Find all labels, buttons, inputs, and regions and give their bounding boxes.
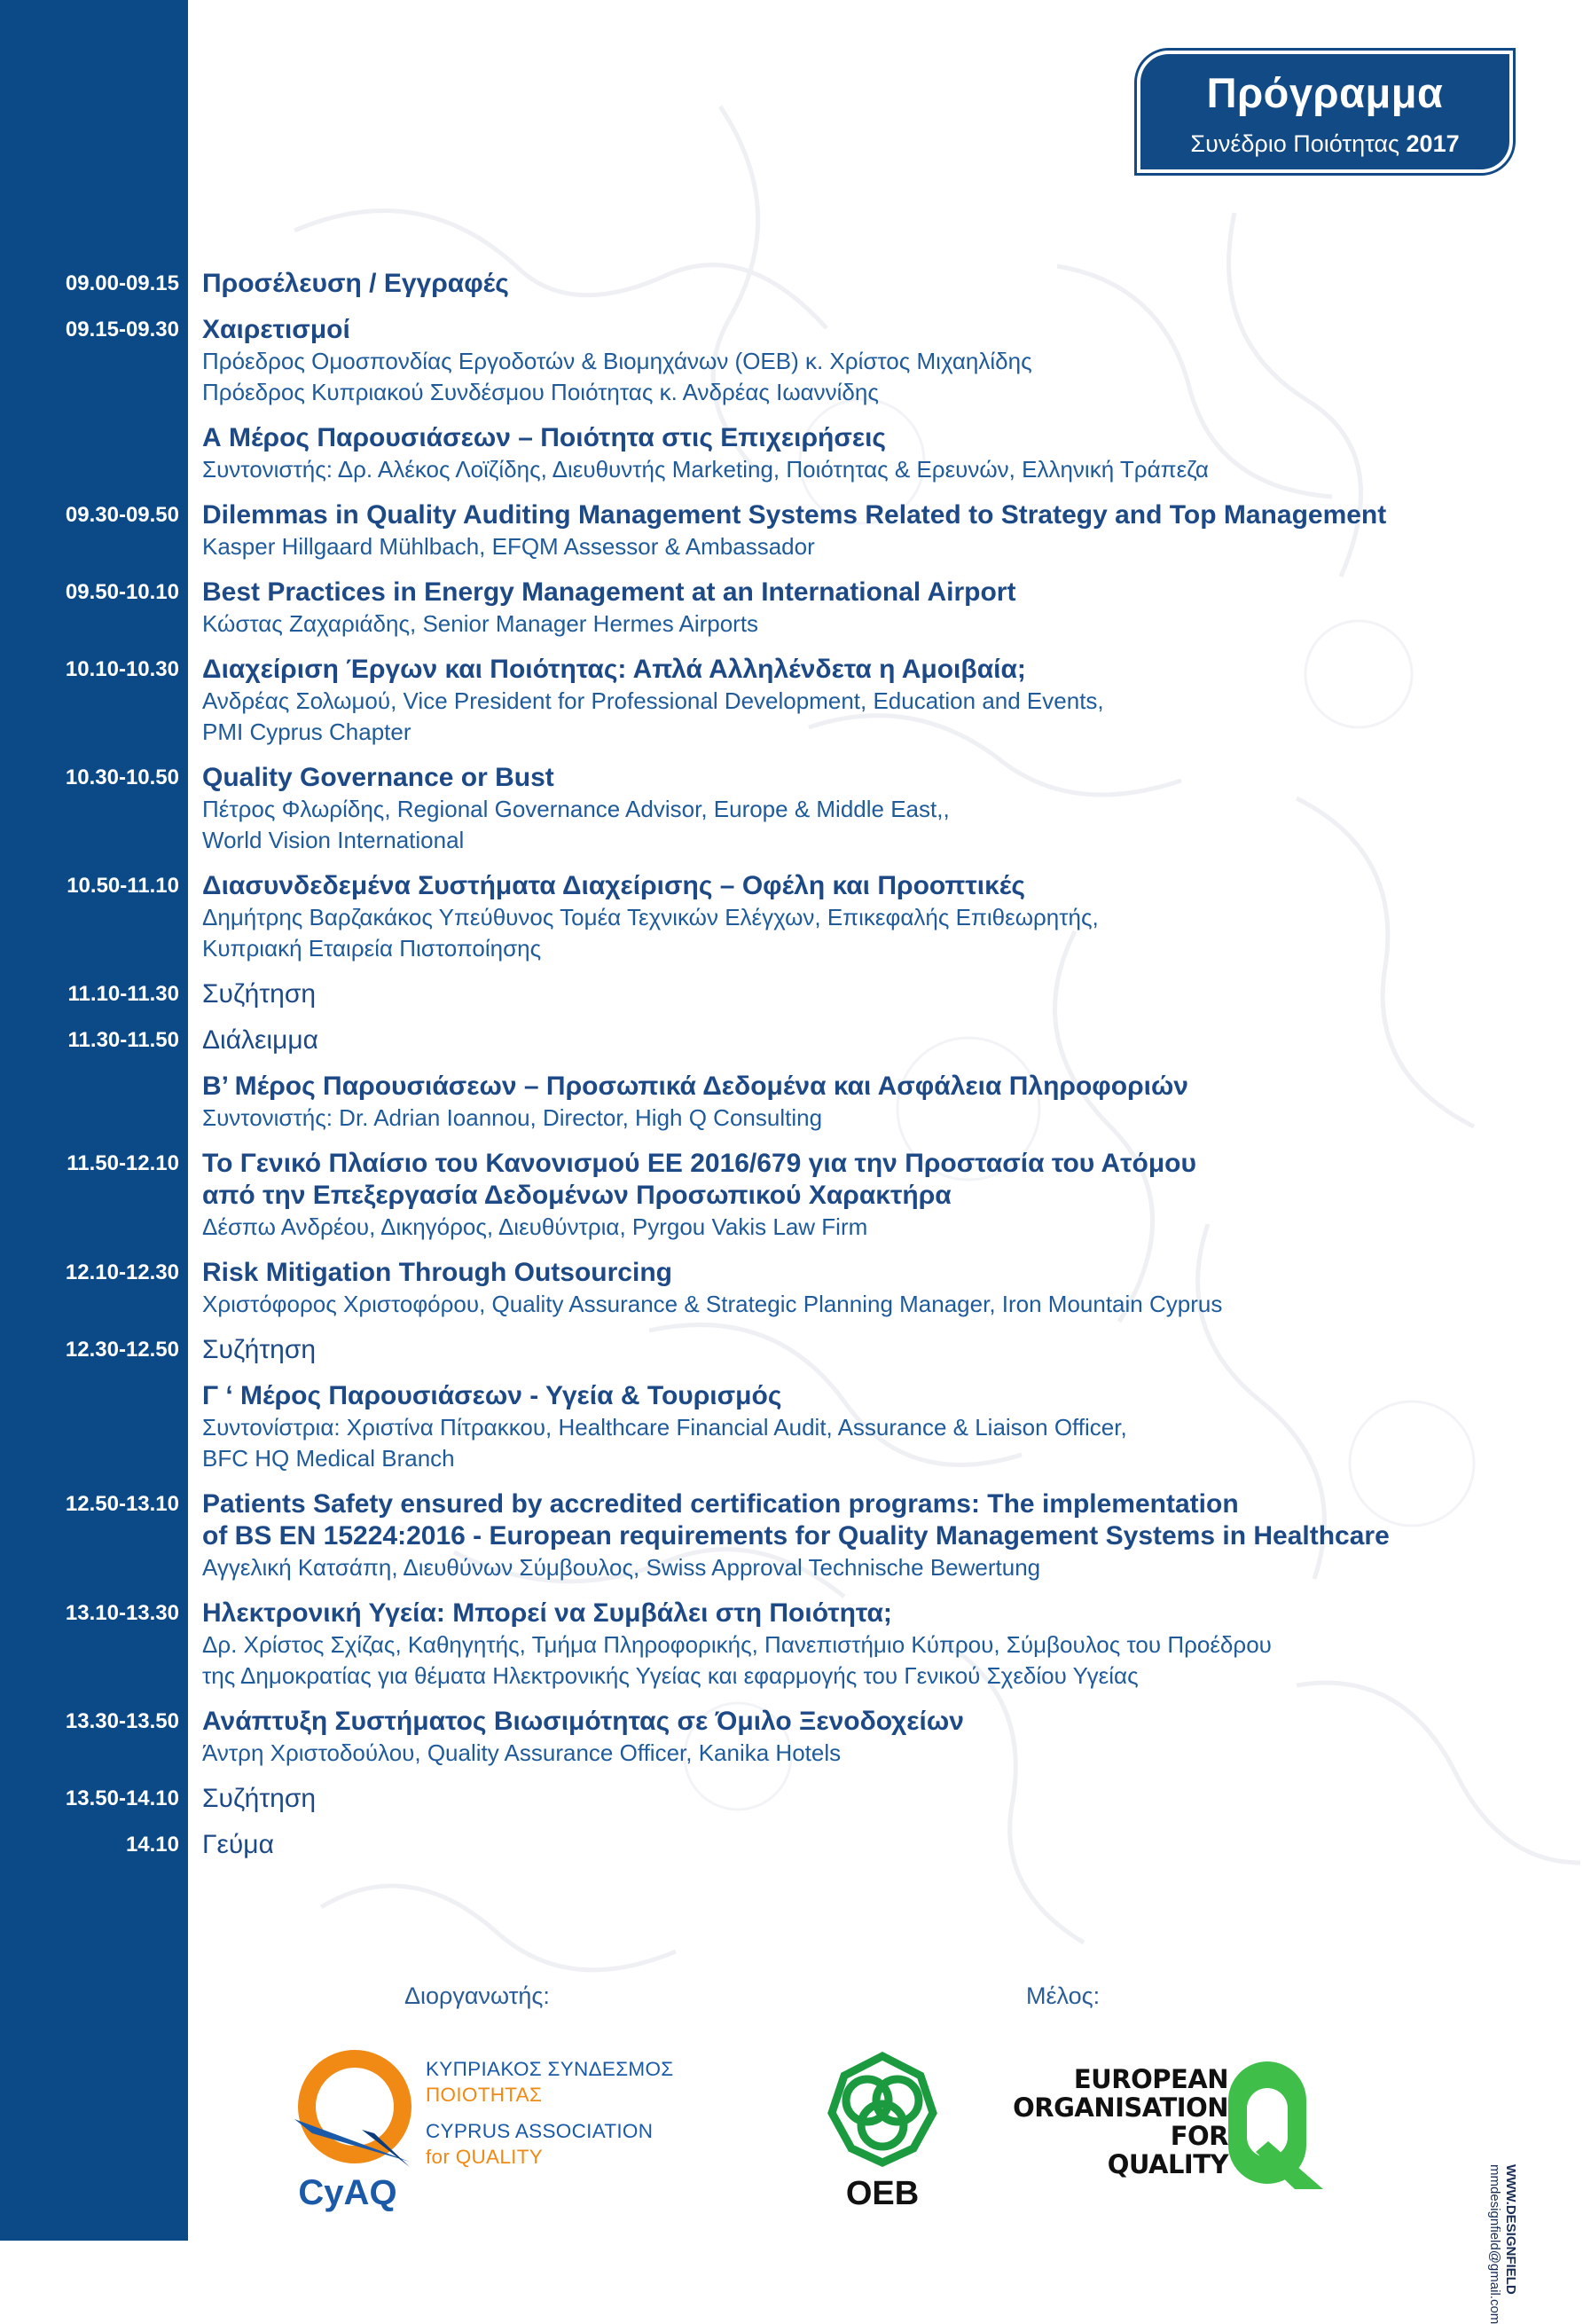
schedule-detail: Δημήτρης Βαρζακάκος Υπεύθυνος Τομέα Τεχνικών Ελέγχων, Επικεφαλής Επιθεωρητής, — [202, 904, 1099, 930]
member-label: Μέλος: — [1026, 1982, 1101, 2009]
eoq-line1: EUROPEAN — [1073, 2064, 1228, 2094]
schedule-entry — [0, 1148, 1583, 1243]
schedule-title: Quality Governance or Bust — [202, 763, 554, 792]
schedule-time: 11.50-12.10 — [67, 1151, 179, 1175]
schedule-time: 14.10 — [125, 1833, 179, 1857]
schedule-content — [188, 1488, 1583, 1583]
header-badge — [1137, 51, 1513, 173]
schedule-detail: Κώστας Ζαχαριάδης, Senior Manager Hermes Airports — [202, 610, 759, 637]
cyaq-line3: CYPRUS ASSOCIATION — [426, 2120, 654, 2142]
schedule-detail: Δέσπω Ανδρέου, Δικηγόρος, Διευθύντρια, Pyrgou Vakis Law Firm — [202, 1213, 868, 1240]
schedule-detail: Kasper Hillgaard Mühlbach, EFQM Assessor & Ambassador — [202, 533, 815, 560]
schedule-title: Β’ Μέρος Παρουσιάσεων – Προσωπικά Δεδομένα και Ασφάλεια Πληροφοριών — [202, 1072, 1188, 1101]
eoq-name — [980, 2065, 1228, 2179]
cyaq-line1: ΚΥΠΡΙΑΚΟΣ ΣΥΝΔΕΣΜΟΣ — [426, 2058, 674, 2080]
cyaq-line2: ΠΟΙΟΤΗΤΑΣ — [426, 2084, 543, 2106]
schedule-title: Χαιρετισμοί — [202, 315, 350, 344]
schedule-detail: BFC HQ Medical Branch — [202, 1445, 455, 1472]
schedule-time: 12.50-13.10 — [65, 1492, 179, 1516]
cyaq-logo-text: CyAQ — [298, 2173, 397, 2212]
schedule-content — [188, 654, 1583, 748]
schedule-time: 11.30-11.50 — [67, 1028, 179, 1052]
schedule-title: Συζήτηση — [202, 979, 317, 1009]
schedule-time: 10.10-10.30 — [65, 657, 179, 681]
schedule-detail: Αγγελική Κατσάπη, Διευθύνων Σύμβουλος, Swiss Approval Technische Bewertung — [202, 1554, 1041, 1581]
schedule-content — [188, 268, 1583, 300]
schedule-title-continued: of BS EN 15224:2016 - European requirements for Quality Management Systems in Healthcare — [202, 1521, 1390, 1551]
schedule-time: 10.30-10.50 — [65, 766, 179, 789]
page-title: Πρόγραμμα — [1206, 69, 1444, 116]
schedule-detail: Πρόεδρος Κυπριακού Συνδέσμου Ποιότητας κ. Ανδρέας Ιωαννίδης — [202, 379, 879, 405]
schedule-title: Dilemmas in Quality Auditing Management Systems Related to Strategy and Top Management — [202, 500, 1387, 530]
schedule-content — [188, 978, 1583, 1010]
schedule-entry — [0, 1783, 1583, 1815]
schedule-detail: Συντονιστής: Δρ. Αλέκος Λοϊζίδης, Διευθυντής Marketing, Ποιότητας & Ερευνών, Ελληνική Τράπεζα — [202, 456, 1209, 483]
schedule-entry — [0, 268, 1583, 300]
subtitle-year: 2017 — [1406, 130, 1460, 157]
schedule-time: 12.30-12.50 — [65, 1338, 179, 1362]
schedule-title: Το Γενικό Πλαίσιο του Κανονισμού ΕΕ 2016/679 για την Προστασία του Ατόμου — [202, 1149, 1196, 1178]
schedule-content — [188, 1598, 1583, 1692]
designfield-credit — [1486, 2164, 1518, 2324]
schedule-title: Συζήτηση — [202, 1335, 317, 1364]
schedule-time: 12.10-12.30 — [65, 1260, 179, 1284]
schedule-entry — [0, 499, 1583, 562]
schedule-content — [188, 1706, 1583, 1769]
schedule-entry — [0, 654, 1583, 748]
schedule-entry — [0, 978, 1583, 1010]
subtitle-text: Συνέδριο Ποιότητας — [1190, 130, 1400, 157]
schedule-entry — [0, 870, 1583, 964]
schedule-detail: Ανδρέας Σολωμού, Vice President for Professional Development, Education and Events, — [202, 687, 1104, 714]
schedule-entry — [0, 1706, 1583, 1769]
schedule-detail: Κυπριακή Εταιρεία Πιστοποίησης — [202, 935, 542, 962]
schedule-detail: Πέτρος Φλωρίδης, Regional Governance Advisor, Europe & Middle East,, — [202, 796, 950, 822]
oeb-logo-text: OEB — [845, 2175, 920, 2212]
organizer-label: Διοργανωτής: — [404, 1982, 550, 2009]
schedule-title: Patients Safety ensured by accredited certification programs: The implementation — [202, 1489, 1239, 1519]
schedule-content — [188, 1025, 1583, 1056]
schedule-time: 09.50-10.10 — [65, 580, 179, 604]
schedule-title: Διαχείριση Έργων και Ποιότητας: Απλά Αλληλένδετα η Αμοιβαία; — [202, 655, 1026, 684]
schedule-content — [188, 1071, 1583, 1134]
schedule-detail: Συντονιστής: Dr. Adrian Ioannou, Director, High Q Consulting — [202, 1104, 823, 1131]
schedule-entry — [0, 314, 1583, 408]
schedule-title: Συζήτηση — [202, 1784, 317, 1813]
schedule-time: 11.10-11.30 — [67, 982, 179, 1006]
schedule-entry — [0, 422, 1583, 485]
eoq-line4: QUALITY — [1107, 2149, 1228, 2179]
schedule-detail: World Vision International — [202, 827, 465, 853]
schedule-entry — [0, 1071, 1583, 1134]
schedule-content — [188, 1334, 1583, 1366]
eoq-line3: FOR — [1170, 2121, 1228, 2151]
cyaq-logo — [277, 2037, 419, 2215]
schedule-entry — [0, 1025, 1583, 1056]
schedule-entry — [0, 1334, 1583, 1366]
schedule-detail: Χριστόφορος Χριστοφόρου, Quality Assurance & Strategic Planning Manager, Iron Mountain Cyprus — [202, 1291, 1223, 1317]
schedule-entry — [0, 1488, 1583, 1583]
schedule-detail: της Δημοκρατίας για θέματα Ηλεκτρονικής Υγείας και εφαρμογής του Γενικού Σχεδίου Υγείας — [202, 1662, 1139, 1689]
schedule-content — [188, 1257, 1583, 1320]
schedule-detail: Δρ. Χρίστος Σχίζας, Καθηγητής, Τμήμα Πληροφορικής, Πανεπιστήμιο Κύπρου, Σύμβουλος του Προέδρου — [202, 1631, 1272, 1658]
schedule-entry — [0, 1380, 1583, 1474]
schedule-content — [188, 1783, 1583, 1815]
eoq-line2: ORGANISATION — [1013, 2092, 1228, 2123]
schedule-title: Γ ‘ Μέρος Παρουσιάσεων - Υγεία & Τουρισμός — [202, 1381, 782, 1410]
schedule-title: Risk Mitigation Through Outsourcing — [202, 1258, 672, 1287]
schedule-detail: Συντονίστρια: Χριστίνα Πίτρακκου, Healthcare Financial Audit, Assurance & Liaison Officer, — [202, 1414, 1127, 1441]
cyaq-line4: for QUALITY — [426, 2146, 544, 2168]
schedule-content — [188, 1829, 1583, 1861]
schedule-list — [0, 268, 1583, 1875]
schedule-time: 10.50-11.10 — [67, 874, 179, 898]
schedule-detail: Πρόεδρος Ομοσπονδίας Εργοδοτών & Βιομηχάνων (ΟΕΒ) κ. Χρίστος Μιχαηλίδης — [202, 348, 1032, 374]
schedule-title: Α Μέρος Παρουσιάσεων – Ποιότητα στις Επιχειρήσεις — [202, 423, 887, 452]
schedule-entry — [0, 762, 1583, 856]
schedule-title: Ηλεκτρονική Υγεία: Μπορεί να Συμβάλει στη Ποιότητα; — [202, 1598, 892, 1628]
schedule-detail: PMI Cyprus Chapter — [202, 718, 411, 745]
schedule-title-continued: από την Επεξεργασία Δεδομένων Προσωπικού Χαρακτήρα — [202, 1181, 952, 1210]
cyaq-name — [426, 2056, 673, 2170]
schedule-content — [188, 870, 1583, 964]
schedule-title: Ανάπτυξη Συστήματος Βιωσιμότητας σε Όμιλο Ξενοδοχείων — [202, 1707, 964, 1736]
schedule-entry — [0, 1598, 1583, 1692]
schedule-time: 09.00-09.15 — [65, 271, 179, 295]
schedule-title: Best Practices in Energy Management at an International Airport — [202, 577, 1016, 607]
schedule-entry — [0, 577, 1583, 640]
oeb-logo — [825, 2049, 940, 2213]
designfield-email: mmdesignfield@gmail.com — [1487, 2164, 1502, 2324]
schedule-title: Προσέλευση / Εγγραφές — [202, 269, 509, 298]
schedule-time: 09.30-09.50 — [65, 503, 179, 527]
schedule-content — [188, 762, 1583, 856]
schedule-content — [188, 422, 1583, 485]
schedule-time: 13.50-14.10 — [65, 1786, 179, 1810]
schedule-title: Διάλειμμα — [202, 1025, 319, 1055]
schedule-entry — [0, 1257, 1583, 1320]
schedule-content — [188, 1148, 1583, 1243]
schedule-content — [188, 577, 1583, 640]
schedule-time: 13.30-13.50 — [65, 1709, 179, 1733]
schedule-entry — [0, 1829, 1583, 1861]
schedule-time: 13.10-13.30 — [65, 1601, 179, 1625]
schedule-title: Γεύμα — [202, 1830, 274, 1859]
designfield-url: WWW.DESIGNFIELD — [1503, 2164, 1518, 2295]
schedule-content — [188, 1380, 1583, 1474]
schedule-time: 09.15-09.30 — [65, 318, 179, 342]
schedule-title: Διασυνδεδεμένα Συστήματα Διαχείρισης – Οφέλη και Προοπτικές — [202, 871, 1025, 900]
schedule-content — [188, 314, 1583, 408]
page-subtitle — [1140, 130, 1509, 158]
schedule-detail: Άντρη Χριστοδούλου, Quality Assurance Officer, Kanika Hotels — [202, 1739, 842, 1766]
schedule-content — [188, 499, 1583, 562]
